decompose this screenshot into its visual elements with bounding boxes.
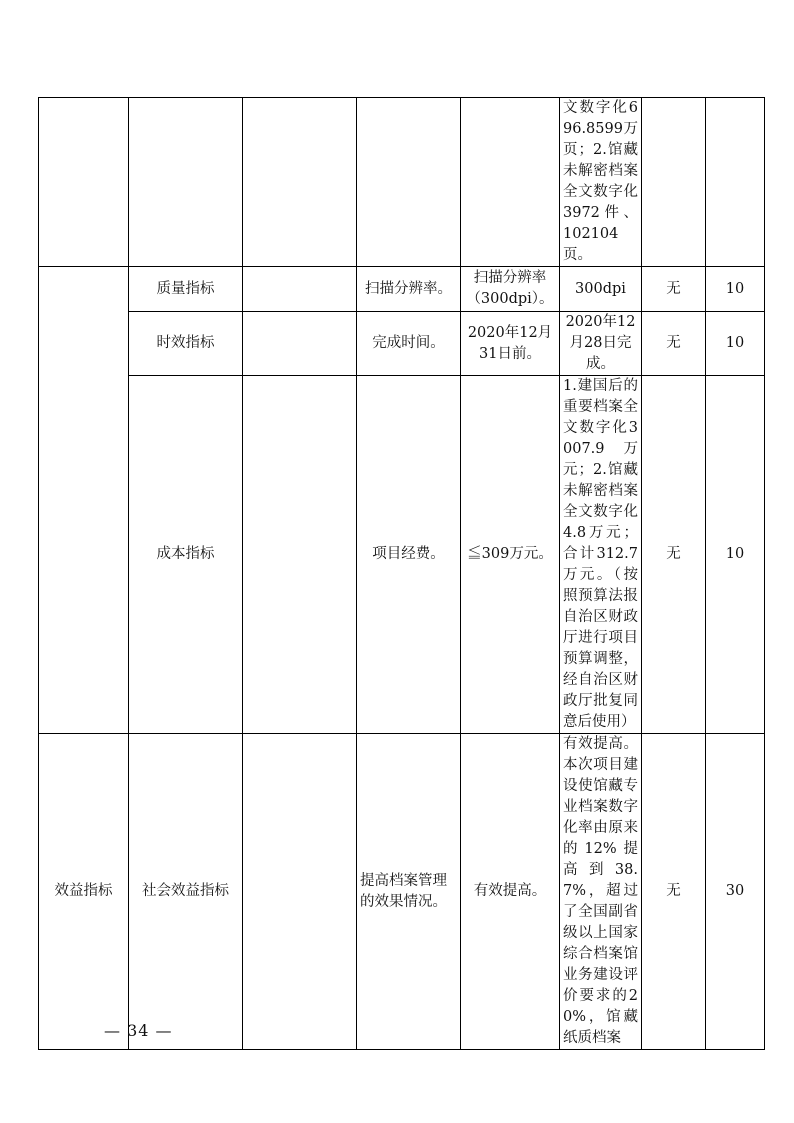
actual-value-cell: 有效提高。本次项目建设使馆藏专业档案数字化率由原来的12%提高到38.7%，超过了全国副省级以上国家综合档案馆业务建设评价要求的20%，馆藏纸质档案	[560, 734, 642, 1050]
empty-cell	[243, 734, 357, 1050]
score-cell: 10	[706, 376, 765, 734]
category-cell: 效益指标	[39, 734, 129, 1050]
actual-value-cell: 2020年12月28日完成。	[560, 312, 642, 376]
empty-cell	[243, 267, 357, 312]
deviation-cell: 无	[642, 734, 706, 1050]
target-value-cell: 扫描分辨率（300dpi）。	[461, 267, 560, 312]
empty-cell	[129, 98, 243, 267]
table-row	[39, 98, 765, 267]
page-number: — 34 —	[104, 1021, 173, 1040]
score-cell: 10	[706, 312, 765, 376]
performance-indicator-table	[38, 97, 765, 1050]
actual-value-cell: 300dpi	[560, 267, 642, 312]
actual-value-cell: 文数字化696.8599万页；2.馆藏未解密档案全文数字化3972件、102104页。	[560, 98, 642, 267]
indicator-content-cell: 项目经费。	[357, 376, 461, 734]
empty-cell	[243, 376, 357, 734]
table-row	[39, 734, 765, 1050]
deviation-cell: 无	[642, 267, 706, 312]
sub-indicator-cell: 质量指标	[129, 267, 243, 312]
empty-cell	[243, 98, 357, 267]
score-cell: 10	[706, 267, 765, 312]
sub-indicator-cell: 社会效益指标	[129, 734, 243, 1050]
deviation-cell: 无	[642, 312, 706, 376]
deviation-cell: 无	[642, 376, 706, 734]
sub-indicator-cell: 成本指标	[129, 376, 243, 734]
category-cell	[39, 267, 129, 734]
empty-cell	[39, 98, 129, 267]
target-value-cell: 2020年12月31日前。	[461, 312, 560, 376]
table-row	[39, 376, 765, 734]
indicator-content-cell: 完成时间。	[357, 312, 461, 376]
empty-cell	[461, 98, 560, 267]
empty-cell	[357, 98, 461, 267]
table-row	[39, 267, 765, 312]
target-value-cell: ≦309万元。	[461, 376, 560, 734]
empty-cell	[706, 98, 765, 267]
score-cell: 30	[706, 734, 765, 1050]
actual-value-cell: 1.建国后的重要档案全文数字化3007.9万元；2.馆藏未解密档案全文数字化4.8万元；合计312.7万元。（按照预算法报自治区财政厅进行项目预算调整，经自治区财政厅批复同意后使用）	[560, 376, 642, 734]
indicator-content-cell: 提高档案管理的效果情况。	[357, 734, 461, 1050]
empty-cell	[243, 312, 357, 376]
sub-indicator-cell: 时效指标	[129, 312, 243, 376]
target-value-cell: 有效提高。	[461, 734, 560, 1050]
empty-cell	[642, 98, 706, 267]
indicator-content-cell: 扫描分辨率。	[357, 267, 461, 312]
table-row	[39, 312, 765, 376]
